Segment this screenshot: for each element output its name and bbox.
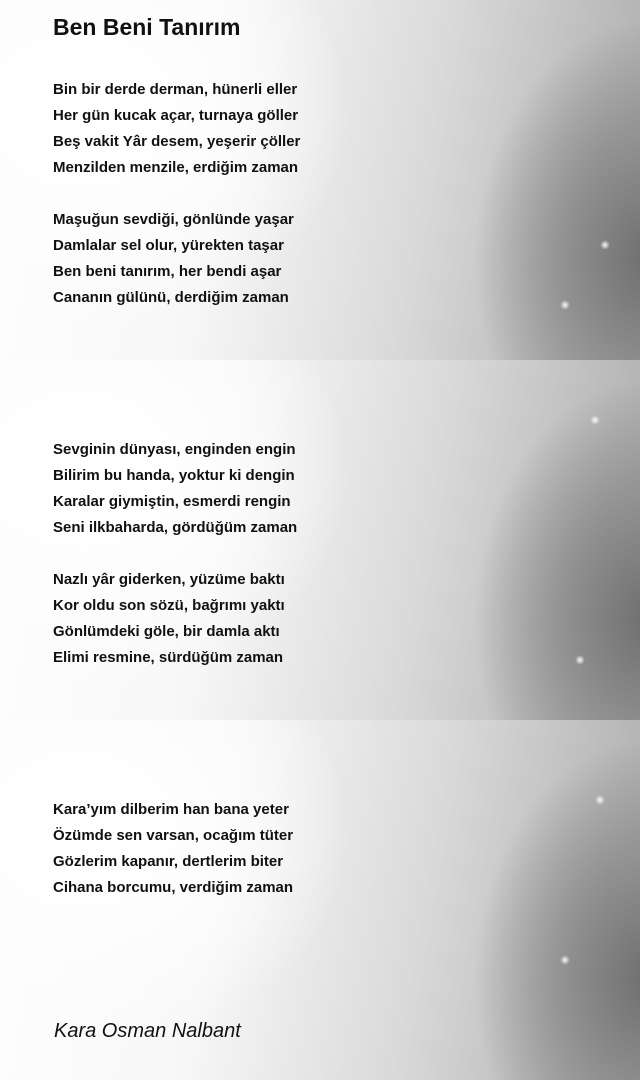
poem-line: Menzilden menzile, erdiğim zaman bbox=[53, 159, 299, 176]
stanza-3 bbox=[53, 437, 297, 541]
poem-line: Ben beni tanırım, her bendi aşar bbox=[53, 263, 282, 280]
poem-line: Nazlı yâr giderken, yüzüme baktı bbox=[53, 571, 285, 588]
poem-line: Gönlümdeki göle, bir damla aktı bbox=[53, 623, 280, 640]
poem-line: Bin bir derde derman, hünerli eller bbox=[53, 81, 298, 98]
poem-line: Sevginin dünyası, enginden engin bbox=[53, 441, 296, 458]
stanza-5 bbox=[53, 797, 293, 901]
sparkle-decoration bbox=[595, 795, 605, 805]
poem-card-1 bbox=[0, 0, 640, 360]
poem-line: Özümde sen varsan, ocağım tüter bbox=[53, 827, 294, 844]
stanza-2 bbox=[53, 207, 294, 311]
poem-line: Kor oldu son sözü, bağrımı yaktı bbox=[53, 597, 285, 614]
sparkle-decoration bbox=[560, 955, 570, 965]
poem-line: Kara’yım dilberim han bana yeter bbox=[53, 801, 289, 818]
poem-line: Karalar giymiştin, esmerdi rengin bbox=[53, 493, 291, 510]
stanza-4 bbox=[53, 567, 285, 671]
sparkle-decoration bbox=[590, 415, 600, 425]
poem-line: Her gün kucak açar, turnaya göller bbox=[53, 107, 299, 124]
poem-card-2 bbox=[0, 360, 640, 720]
poem-card-3 bbox=[0, 720, 640, 1080]
poem-line: Maşuğun sevdiği, gönlünde yaşar bbox=[53, 211, 294, 228]
poem-line: Damlalar sel olur, yürekten taşar bbox=[53, 237, 284, 254]
sparkle-decoration bbox=[600, 240, 610, 250]
poem-line: Cihana borcumu, verdiğim zaman bbox=[53, 879, 294, 896]
poem-line: Cananın gülünü, derdiğim zaman bbox=[53, 289, 289, 306]
poem-author: Kara Osman Nalbant bbox=[54, 1020, 241, 1042]
poem-title: Ben Beni Tanırım bbox=[53, 14, 241, 40]
sparkle-decoration bbox=[560, 300, 570, 310]
stanza-1 bbox=[53, 77, 300, 181]
poem-line: Bilirim bu handa, yoktur ki dengin bbox=[53, 467, 295, 484]
poem-line: Seni ilkbaharda, gördüğüm zaman bbox=[53, 519, 298, 536]
poem-line: Beş vakit Yâr desem, yeşerir çöller bbox=[53, 133, 301, 150]
poem-line: Gözlerim kapanır, dertlerim biter bbox=[53, 853, 284, 870]
poem-line: Elimi resmine, sürdüğüm zaman bbox=[53, 649, 284, 666]
sparkle-decoration bbox=[575, 655, 585, 665]
